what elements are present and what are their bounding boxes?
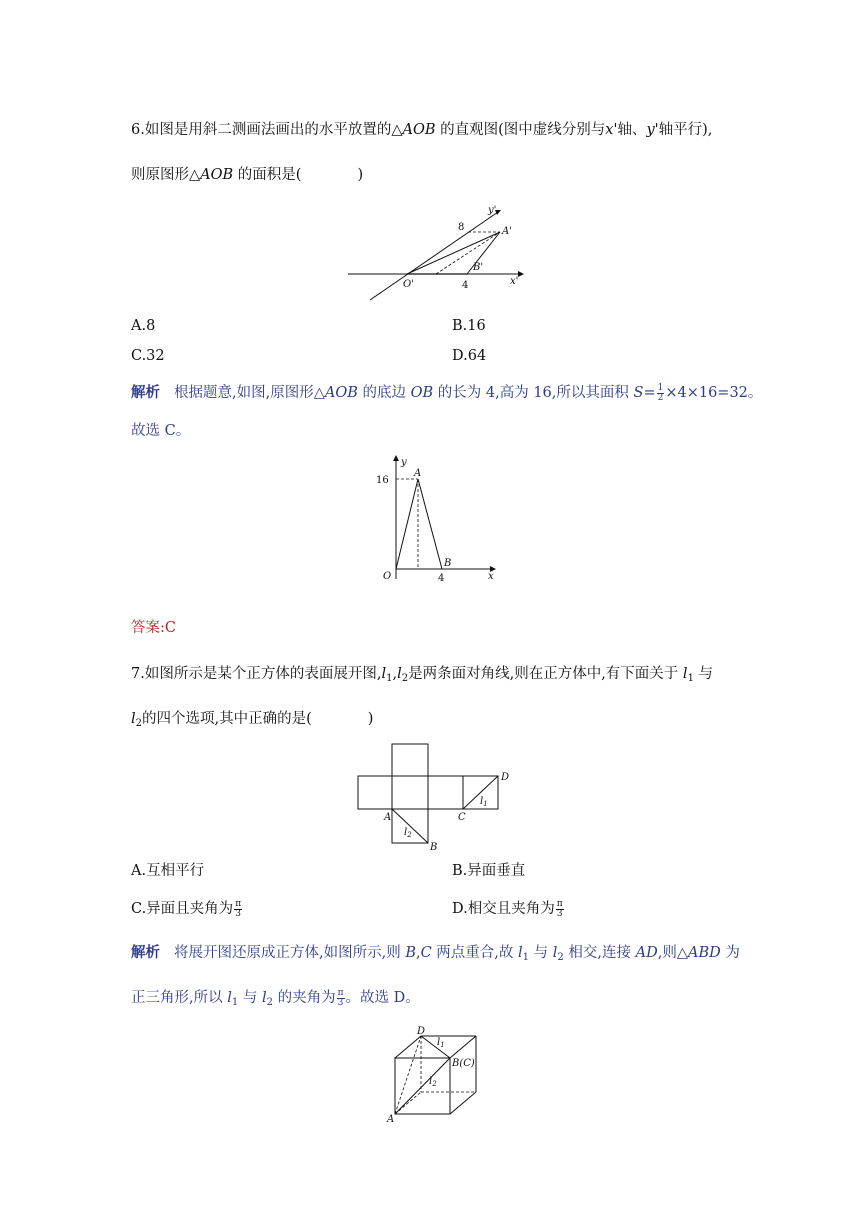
net-label-D: D <box>501 772 510 783</box>
q7-option-c: C.异面且夹角为 $\frac{\pi}{3}$ <box>131 898 242 919</box>
q7-analysis-line2: 正三角形,所以 $l_1$ 与 $l_2$ 的夹角为 $\frac{\pi}{3}$ 。故选 D。 <box>131 987 420 1008</box>
q7-option-d: D.相交且夹角为 $\frac{\pi}{3}$ <box>452 898 563 919</box>
fig2-label-16: 16 <box>376 475 389 486</box>
fig2-label-4: 4 <box>438 573 445 584</box>
cube-label-A: A <box>387 1114 395 1125</box>
fig2-label-y: y <box>401 457 407 468</box>
cube-label-BC: B(C) <box>452 1058 475 1069</box>
fig2-label-O: O <box>383 571 392 582</box>
fig2-label-x: x <box>488 571 494 582</box>
q6-stem-line1: 6.如图是用斜二测画法画出的水平放置的△AOB 的直观图(图中虚线分别与x'轴、y'轴平行), <box>131 122 713 138</box>
q7-option-b: B.异面垂直 <box>452 863 526 879</box>
net-label-C: C <box>458 812 466 823</box>
fig1-label-A: A' <box>502 226 512 237</box>
cube-label-l2: $l_2$ <box>429 1076 437 1088</box>
net-label-B: B <box>430 842 438 853</box>
net-label-A: A <box>384 812 392 823</box>
q6-original-figure <box>372 455 502 585</box>
cube-label-D: D <box>417 1026 426 1037</box>
fig2-label-B: B <box>444 558 452 569</box>
fig1-label-8: 8 <box>458 222 465 233</box>
q7-analysis-line1: 解析 将展开图还原成正方体,如图所示,则 B,C 两点重合,故 $l_1$ 与 $l_2$ 相交,连接 AD,则△ABD 为 <box>131 944 740 963</box>
net-label-l2: $l_2$ <box>404 827 412 839</box>
q7-stem-line1: 7.如图所示是某个正方体的表面展开图$,l_1,l_2$是两条面对角线,则在正方体中,有下面关于 $l_1$ 与 <box>131 666 714 684</box>
net-label-l1: $l_1$ <box>480 796 488 808</box>
q6-oblique-figure <box>340 200 530 304</box>
q6-answer: 答案:C <box>131 620 176 636</box>
fig1-label-x: x' <box>510 276 519 287</box>
q7-option-a: A.互相平行 <box>131 863 205 879</box>
q7-cube-figure <box>383 1028 493 1124</box>
q6-option-d: D.64 <box>452 348 487 364</box>
q6-analysis-line1: 解析 根据题意,如图,原图形△AOB 的底边 OB 的长为 4,高为 16,所以其面积 S= $\frac{1}{2}$ ×4×16=32。 <box>131 382 763 403</box>
fig1-label-y: y' <box>488 205 497 216</box>
q7-net-figure <box>352 738 522 853</box>
q6-option-b: B.16 <box>452 318 486 334</box>
fig2-label-A: A <box>414 468 422 479</box>
fig1-label-O: O' <box>403 279 414 290</box>
q6-stem-line2: 则原图形△AOB 的面积是( ) <box>131 167 364 183</box>
fig1-label-B: B' <box>473 262 484 273</box>
fig1-label-4: 4 <box>462 280 469 291</box>
cube-label-l1: $l_1$ <box>437 1037 445 1049</box>
q7-stem-line2: $l_2$的四个选项,其中正确的是( ) <box>131 711 374 729</box>
q6-option-a: A.8 <box>131 318 156 334</box>
q6-option-c: C.32 <box>131 348 165 364</box>
q6-analysis-line2: 故选 C。 <box>131 423 191 439</box>
